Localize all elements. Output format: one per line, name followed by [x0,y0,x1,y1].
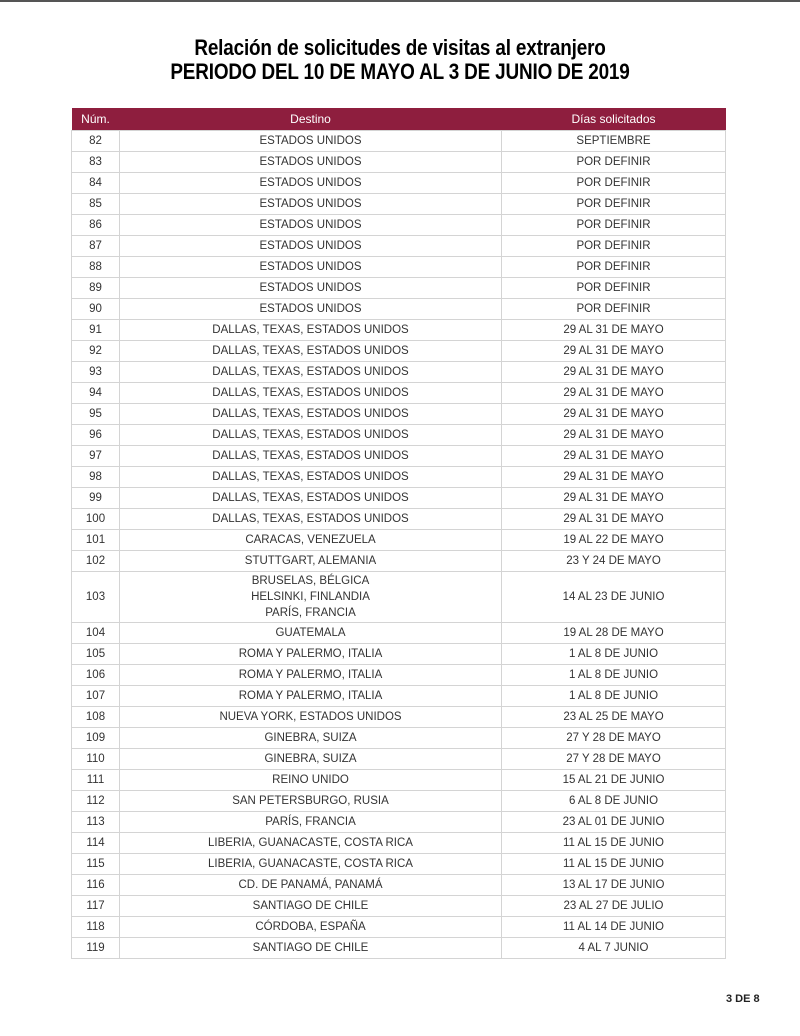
cell-dias: 1 AL 8 DE JUNIO [502,644,726,665]
cell-dias: POR DEFINIR [502,299,726,320]
cell-dias: 29 AL 31 DE MAYO [502,320,726,341]
cell-num: 86 [72,215,120,236]
header-destino: Destino [120,108,502,131]
title-line-1: Relación de solicitudes de visitas al extranjero [194,35,606,60]
table-row [72,194,726,215]
destino-line: BRUSELAS, BÉLGICA [251,575,370,587]
cell-num: 101 [72,530,120,551]
cell-dias: POR DEFINIR [502,215,726,236]
cell-num: 108 [72,707,120,728]
cell-dias: POR DEFINIR [502,278,726,299]
destino-line: DALLAS, TEXAS, ESTADOS UNIDOS [212,470,409,483]
cell-num: 97 [72,446,120,467]
page-title [56,36,744,84]
destino-line: SANTIAGO DE CHILE [252,899,369,912]
destino-line: GINEBRA, SUIZA [264,731,357,744]
table-row [72,299,726,320]
cell-destino [120,644,502,665]
cell-num: 119 [72,938,120,959]
cell-destino [120,278,502,299]
cell-dias: 29 AL 31 DE MAYO [502,404,726,425]
destino-line: ESTADOS UNIDOS [259,218,362,231]
cell-num: 110 [72,749,120,770]
cell-num: 83 [72,152,120,173]
cell-destino [120,194,502,215]
cell-destino [120,623,502,644]
cell-num: 85 [72,194,120,215]
destino-line: DALLAS, TEXAS, ESTADOS UNIDOS [212,344,409,357]
cell-dias: POR DEFINIR [502,173,726,194]
cell-num: 88 [72,257,120,278]
cell-destino [120,446,502,467]
cell-num: 96 [72,425,120,446]
cell-dias: 13 AL 17 DE JUNIO [502,875,726,896]
table-row [72,896,726,917]
table-row [72,320,726,341]
table-row [72,875,726,896]
cell-dias: 29 AL 31 DE MAYO [502,341,726,362]
cell-dias: 29 AL 31 DE MAYO [502,383,726,404]
table-row [72,236,726,257]
cell-destino [120,236,502,257]
cell-destino [120,749,502,770]
cell-destino [120,917,502,938]
top-rule [0,0,800,2]
cell-destino [120,362,502,383]
cell-dias: 1 AL 8 DE JUNIO [502,665,726,686]
cell-destino [120,854,502,875]
table-row [72,341,726,362]
destino-line: ESTADOS UNIDOS [259,134,362,147]
cell-num: 98 [72,467,120,488]
cell-dias: 11 AL 14 DE JUNIO [502,917,726,938]
table-row [72,686,726,707]
destino-line: DALLAS, TEXAS, ESTADOS UNIDOS [212,491,409,504]
title-line-2: PERIODO DEL 10 DE MAYO AL 3 DE JUNIO DE 2019 [170,59,630,84]
cell-num: 117 [72,896,120,917]
cell-dias: 19 AL 28 DE MAYO [502,623,726,644]
destino-line: DALLAS, TEXAS, ESTADOS UNIDOS [212,449,409,462]
cell-num: 91 [72,320,120,341]
cell-dias: 29 AL 31 DE MAYO [502,509,726,530]
table-row [72,572,726,623]
cell-dias: POR DEFINIR [502,257,726,278]
destino-line: DALLAS, TEXAS, ESTADOS UNIDOS [212,386,409,399]
cell-dias: 6 AL 8 DE JUNIO [502,791,726,812]
cell-destino [120,812,502,833]
cell-dias: 29 AL 31 DE MAYO [502,425,726,446]
destino-line: ESTADOS UNIDOS [259,281,362,294]
cell-destino [120,467,502,488]
cell-num: 89 [72,278,120,299]
cell-destino [120,728,502,749]
table-body [72,131,726,959]
table-row [72,467,726,488]
table-row [72,278,726,299]
table-row [72,770,726,791]
cell-destino [120,215,502,236]
table-row [72,551,726,572]
table-row [72,131,726,152]
cell-destino [120,173,502,194]
cell-destino [120,257,502,278]
cell-num: 84 [72,173,120,194]
cell-num: 100 [72,509,120,530]
table-row [72,215,726,236]
table-row [72,665,726,686]
cell-destino [120,833,502,854]
table-row [72,749,726,770]
cell-num: 102 [72,551,120,572]
table-row [72,152,726,173]
cell-dias: 1 AL 8 DE JUNIO [502,686,726,707]
table-row [72,812,726,833]
cell-destino [120,686,502,707]
destino-line: PARÍS, FRANCIA [265,815,356,828]
cell-destino [120,383,502,404]
cell-dias: 15 AL 21 DE JUNIO [502,770,726,791]
table-row [72,257,726,278]
cell-destino [120,770,502,791]
table-row [72,362,726,383]
cell-dias: 27 Y 28 DE MAYO [502,728,726,749]
destino-line: LIBERIA, GUANACASTE, COSTA RICA [208,857,413,870]
header-num: Núm. [72,108,120,131]
destino-line: ROMA Y PALERMO, ITALIA [238,689,383,702]
table-row [72,383,726,404]
cell-destino [120,551,502,572]
destino-line: ESTADOS UNIDOS [259,302,362,315]
requests-table [71,108,726,959]
cell-destino [120,572,502,623]
cell-dias: POR DEFINIR [502,152,726,173]
cell-dias: 4 AL 7 JUNIO [502,938,726,959]
cell-destino [120,707,502,728]
cell-dias: 29 AL 31 DE MAYO [502,488,726,509]
cell-num: 103 [72,572,120,623]
cell-dias: 23 Y 24 DE MAYO [502,551,726,572]
table-row [72,530,726,551]
table-row [72,833,726,854]
cell-destino [120,299,502,320]
table-row [72,854,726,875]
cell-num: 99 [72,488,120,509]
table-row [72,404,726,425]
table-row [72,623,726,644]
destino-line: ESTADOS UNIDOS [259,155,362,168]
cell-destino [120,875,502,896]
cell-dias: 29 AL 31 DE MAYO [502,362,726,383]
cell-destino [120,404,502,425]
destino-line: ROMA Y PALERMO, ITALIA [238,647,383,660]
cell-destino [120,896,502,917]
cell-num: 118 [72,917,120,938]
cell-destino [120,791,502,812]
cell-destino [120,938,502,959]
cell-num: 115 [72,854,120,875]
table-row [72,446,726,467]
cell-num: 107 [72,686,120,707]
cell-num: 112 [72,791,120,812]
cell-num: 94 [72,383,120,404]
table-row [72,707,726,728]
destino-line: SANTIAGO DE CHILE [252,941,369,954]
page-number: 3 DE 8 [726,993,760,1005]
destino-line: ESTADOS UNIDOS [259,239,362,252]
table-row [72,791,726,812]
cell-dias: SEPTIEMBRE [502,131,726,152]
cell-dias: 19 AL 22 DE MAYO [502,530,726,551]
destino-line: GINEBRA, SUIZA [264,752,357,765]
cell-destino [120,320,502,341]
destino-line: LIBERIA, GUANACASTE, COSTA RICA [208,836,413,849]
destino-line: DALLAS, TEXAS, ESTADOS UNIDOS [212,365,409,378]
cell-dias: 11 AL 15 DE JUNIO [502,854,726,875]
cell-destino [120,341,502,362]
destino-line: CD. DE PANAMÁ, PANAMÁ [238,878,383,891]
cell-num: 93 [72,362,120,383]
cell-dias: POR DEFINIR [502,236,726,257]
destino-line: DALLAS, TEXAS, ESTADOS UNIDOS [212,323,409,336]
cell-destino [120,488,502,509]
cell-destino [120,530,502,551]
cell-dias: 14 AL 23 DE JUNIO [502,572,726,623]
destino-line: HELSINKI, FINLANDIA [251,591,370,603]
destino-line: ESTADOS UNIDOS [259,260,362,273]
table-row [72,488,726,509]
cell-dias: POR DEFINIR [502,194,726,215]
destino-line: REINO UNIDO [272,773,349,786]
table-row [72,917,726,938]
destino-line: STUTTGART, ALEMANIA [244,554,377,567]
destino-line: ESTADOS UNIDOS [259,176,362,189]
table-row [72,509,726,530]
cell-num: 104 [72,623,120,644]
destino-line: DALLAS, TEXAS, ESTADOS UNIDOS [212,428,409,441]
cell-dias: 27 Y 28 DE MAYO [502,749,726,770]
cell-destino [120,152,502,173]
destino-line: SAN PETERSBURGO, RUSIA [232,794,389,807]
destino-line: DALLAS, TEXAS, ESTADOS UNIDOS [212,407,409,420]
destino-line: CÓRDOBA, ESPAÑA [255,920,366,933]
cell-dias: 23 AL 01 DE JUNIO [502,812,726,833]
cell-num: 106 [72,665,120,686]
cell-dias: 29 AL 31 DE MAYO [502,446,726,467]
destino-line: ROMA Y PALERMO, ITALIA [238,668,383,681]
cell-num: 95 [72,404,120,425]
destino-line: NUEVA YORK, ESTADOS UNIDOS [219,710,402,723]
destino-line: PARÍS, FRANCIA [265,607,356,619]
cell-dias: 11 AL 15 DE JUNIO [502,833,726,854]
cell-num: 105 [72,644,120,665]
destino-line: CARACAS, VENEZUELA [245,533,376,546]
cell-num: 113 [72,812,120,833]
cell-dias: 29 AL 31 DE MAYO [502,467,726,488]
cell-dias: 23 AL 25 DE MAYO [502,707,726,728]
cell-num: 82 [72,131,120,152]
cell-destino [120,425,502,446]
cell-num: 114 [72,833,120,854]
cell-num: 111 [72,770,120,791]
table-row [72,938,726,959]
cell-destino [120,131,502,152]
destino-line: GUATEMALA [275,626,346,639]
destino-line: ESTADOS UNIDOS [259,197,362,210]
table-row [72,644,726,665]
cell-num: 90 [72,299,120,320]
destino-line: DALLAS, TEXAS, ESTADOS UNIDOS [212,512,409,525]
cell-destino [120,665,502,686]
table-header-row [72,108,726,131]
cell-num: 87 [72,236,120,257]
table-row [72,173,726,194]
cell-num: 92 [72,341,120,362]
header-dias: Días solicitados [502,108,726,131]
cell-num: 116 [72,875,120,896]
table-row [72,728,726,749]
cell-num: 109 [72,728,120,749]
cell-dias: 23 AL 27 DE JULIO [502,896,726,917]
cell-destino [120,509,502,530]
table-row [72,425,726,446]
